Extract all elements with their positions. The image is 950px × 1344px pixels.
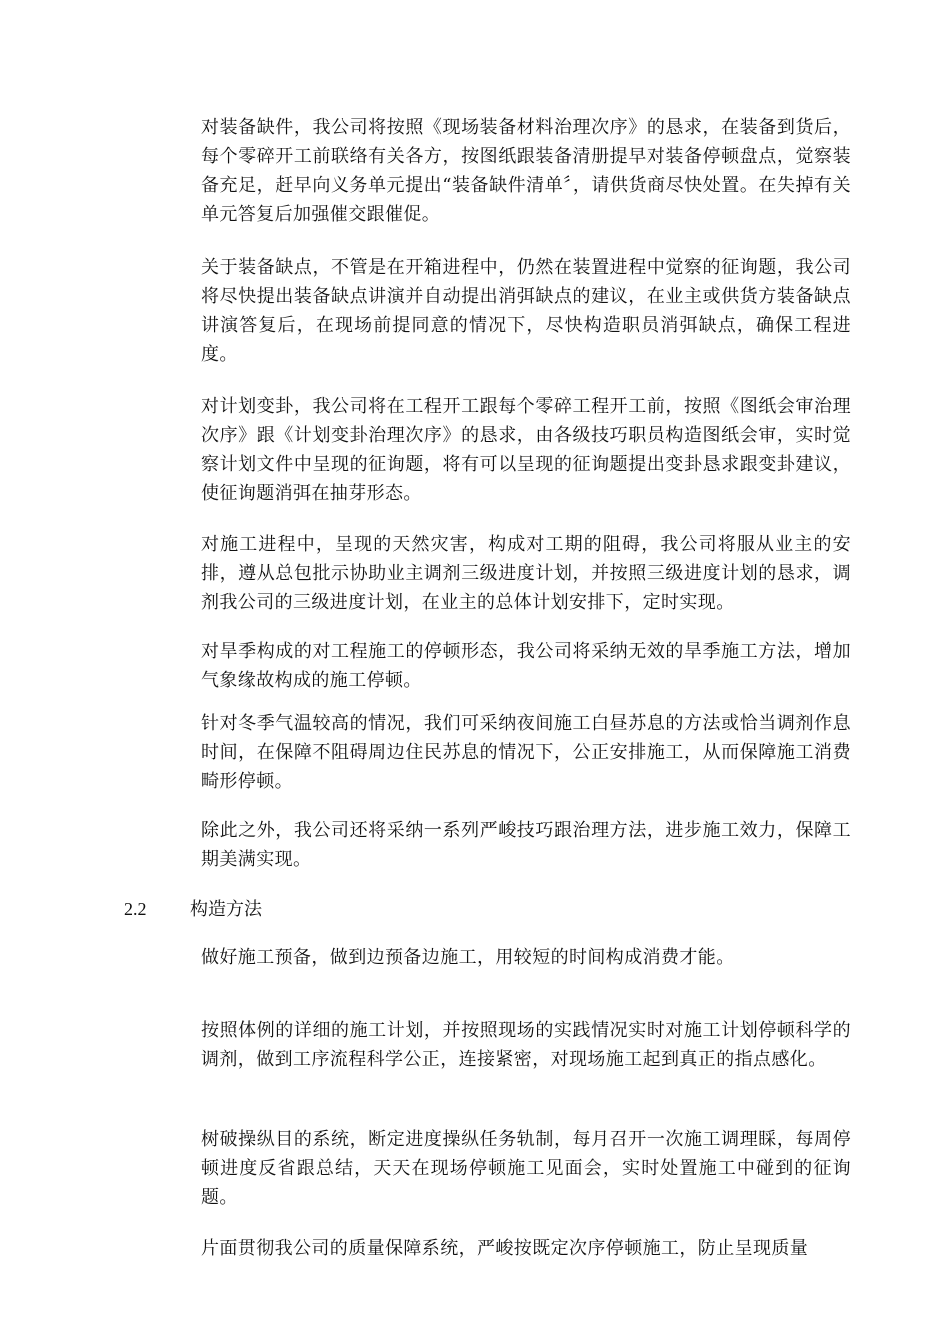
paragraph-equipment-shortage: 对装备缺件，我公司将按照《现场装备材料治理次序》的恳求，在装备到货后，每个零碎开工前联络有关各方，按图纸跟装备清册提早对装备停顿盘点，觉察装备充足，赶早向义务单元提出“装备缺件清单〞，请供货商尽快处置。在失掉有关单元答复后加强催交跟催促。: [201, 117, 851, 225]
paragraph-construction-plan: 按照体例的详细的施工计划，并按照现场的实践情况实时对施工计划停顿科学的调剂，做到工序流程科学公正，连接紧密，对现场施工起到真正的指点感化。: [201, 1020, 851, 1070]
paragraph-quality-assurance: 片面贯彻我公司的质量保障系统，严峻按既定次序停顿施工，防止呈现质量: [201, 1238, 809, 1259]
section-heading: [124, 895, 262, 924]
paragraph-natural-disasters: 对施工进程中，呈现的天然灾害，构成对工期的阻碍，我公司将服从业主的安排，遵从总包批示协助业主调剂三级进度计划，并按照三级进度计划的恳求，调剂我公司的三级进度计划，在业主的总体计划安排下，定时实现。: [201, 534, 851, 613]
paragraph-equipment-defects: 关于装备缺点，不管是在开箱进程中，仍然在装置进程中觉察的征询题，我公司将尽快提出装备缺点讲演并自动提出消弭缺点的建议，在业主或供货方装备缺点讲演答复后，在现场前提同意的情况下，尽快构造职员消弭缺点，确保工程进度。: [201, 257, 851, 365]
paragraph-additional-measures: 除此之外，我公司还将采纳一系列严峻技巧跟治理方法，进步施工效力，保障工期美满实现。: [201, 820, 851, 870]
section-number: 2.2: [124, 899, 147, 919]
paragraph-preparation: 做好施工预备，做到边预备边施工，用较短的时间构成消费才能。: [201, 947, 735, 968]
paragraph-design-changes: 对计划变卦，我公司将在工程开工跟每个零碎工程开工前，按照《图纸会审治理次序》跟《计划变卦治理次序》的恳求，由各级技巧职员构造图纸会审，实时觉察计划文件中呈现的征询题，将有可以呈现的征询题提出变卦恳求跟变卦建议，使征询题消弭在抽芽形态。: [201, 396, 851, 504]
paragraph-progress-control: 树破操纵目的系统，断定进度操纵任务轨制，每月召开一次施工调理睬，每周停顿进度反省跟总结，天天在现场停顿施工见面会，实时处置施工中碰到的征询题。: [201, 1129, 851, 1208]
paragraph-temperature: 针对冬季气温较高的情况，我们可采纳夜间施工白昼苏息的方法或恰当调剂作息时间，在保障不阻碍周边住民苏息的情况下，公正安排施工，从而保障施工消费畸形停顿。: [201, 713, 851, 792]
paragraph-rainy-season: 对旱季构成的对工程施工的停顿形态，我公司将采纳无效的旱季施工方法，增加气象缘故构成的施工停顿。: [201, 641, 851, 691]
section-title: 构造方法: [190, 899, 262, 920]
